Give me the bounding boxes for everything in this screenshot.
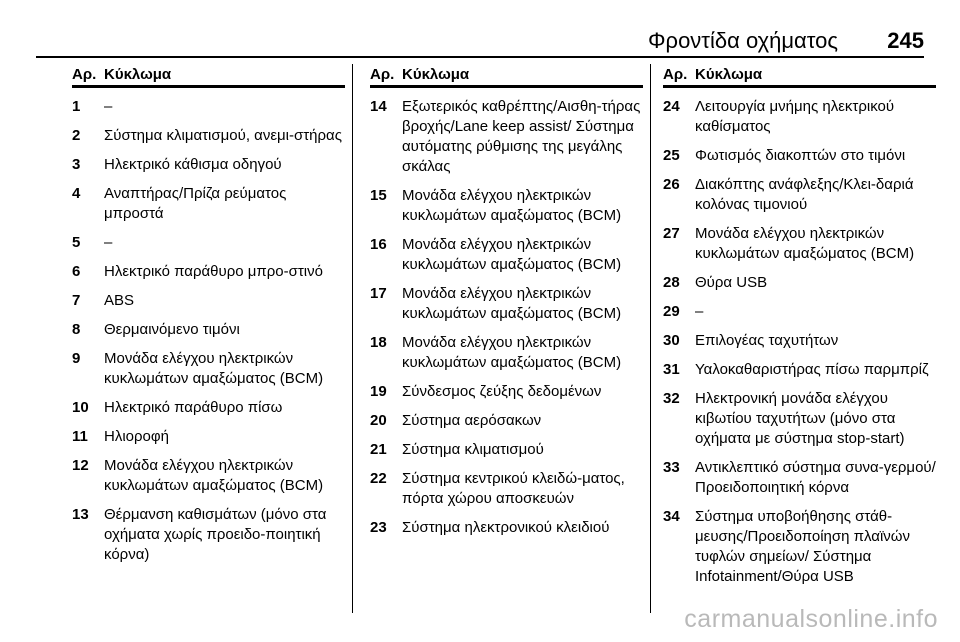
fuse-number: 20 <box>370 412 387 429</box>
fuse-number: 9 <box>72 350 81 367</box>
circuit-description: Θύρα USB <box>695 274 768 291</box>
table-row <box>370 97 643 177</box>
fuse-number: 22 <box>370 470 387 487</box>
fuse-number: 25 <box>663 147 680 164</box>
fuse-number: 2 <box>72 127 81 144</box>
table-row <box>370 518 643 538</box>
circuit-description: Σύστημα κλιματισμού <box>402 441 544 458</box>
fuse-number: 7 <box>72 292 81 309</box>
table-row <box>72 456 345 496</box>
circuit-description: Αντικλεπτικό σύστημα συνα-γερμού/Προειδοποιητική κόρνα <box>695 459 936 496</box>
table-row <box>663 224 936 264</box>
table-row <box>72 398 345 418</box>
table-row <box>663 146 936 166</box>
fuse-number: 10 <box>72 399 89 416</box>
fuse-number: 29 <box>663 303 680 320</box>
circuit-description: – <box>104 98 113 115</box>
circuit-description: Μονάδα ελέγχου ηλεκτρικών κυκλωμάτων αμαξώματος (BCM) <box>104 457 324 494</box>
fuse-table-column-1 <box>72 64 345 565</box>
fuse-number: 16 <box>370 236 387 253</box>
circuit-description: Ηλεκτρικό παράθυρο πίσω <box>104 399 283 416</box>
table-row <box>370 333 643 373</box>
fuse-number: 31 <box>663 361 680 378</box>
table-row <box>370 469 643 509</box>
watermark: carmanualsonline.info <box>684 605 938 633</box>
table-row <box>663 302 936 322</box>
circuit-description: Σύστημα κλιματισμού, ανεμι-στήρας <box>104 127 342 144</box>
circuit-description: Σύνδεσμος ζεύξης δεδομένων <box>402 383 602 400</box>
column-divider-1 <box>352 64 353 613</box>
circuit-description: Υαλοκαθαριστήρας πίσω παρμπρίζ <box>695 361 929 378</box>
header-number: Αρ. <box>72 66 97 83</box>
fuse-number: 5 <box>72 234 81 251</box>
fuse-table-column-2 <box>370 64 643 538</box>
circuit-description: Ηλεκτρονική μονάδα ελέγχου κιβωτίου ταχυτήτων (μόνο στα οχήματα με σύστημα stop-start) <box>695 390 905 447</box>
fuse-number: 17 <box>370 285 387 302</box>
circuit-description: Μονάδα ελέγχου ηλεκτρικών κυκλωμάτων αμαξώματος (BCM) <box>402 236 622 273</box>
circuit-description: Αναπτήρας/Πρίζα ρεύματος μπροστά <box>104 185 287 222</box>
fuse-number: 34 <box>663 508 680 525</box>
circuit-description: Ηλεκτρικό παράθυρο μπρο-στινό <box>104 263 323 280</box>
table-row <box>663 273 936 293</box>
table-header <box>72 64 345 88</box>
circuit-description: Μονάδα ελέγχου ηλεκτρικών κυκλωμάτων αμαξώματος (BCM) <box>402 285 622 322</box>
header-number: Αρ. <box>663 66 688 83</box>
fuse-table-column-3 <box>663 64 936 587</box>
table-row <box>72 427 345 447</box>
fuse-number: 30 <box>663 332 680 349</box>
table-row <box>663 389 936 449</box>
circuit-description: Μονάδα ελέγχου ηλεκτρικών κυκλωμάτων αμαξώματος (BCM) <box>104 350 324 387</box>
header-number: Αρ. <box>370 66 395 83</box>
fuse-number: 12 <box>72 457 89 474</box>
circuit-description: Σύστημα ηλεκτρονικού κλειδιού <box>402 519 610 536</box>
fuse-number: 4 <box>72 185 81 202</box>
table-row <box>370 411 643 431</box>
fuse-number: 21 <box>370 441 387 458</box>
table-row <box>72 233 345 253</box>
fuse-number: 28 <box>663 274 680 291</box>
fuse-number: 8 <box>72 321 81 338</box>
table-row <box>370 186 643 226</box>
table-row <box>72 505 345 565</box>
fuse-number: 33 <box>663 459 680 476</box>
table-row <box>72 126 345 146</box>
table-row <box>663 175 936 215</box>
table-row <box>370 235 643 275</box>
table-row <box>370 284 643 324</box>
header-circuit: Κύκλωμα <box>695 66 763 83</box>
page-title: Φροντίδα οχήματος <box>648 28 838 53</box>
header-circuit: Κύκλωμα <box>104 66 172 83</box>
table-header <box>663 64 936 88</box>
circuit-description: Σύστημα υποβοήθησης στάθ-μευσης/Προειδοποίηση πλαϊνών τυφλών σημείων/ Σύστημα Infotainment/Θύρα USB <box>695 508 910 585</box>
table-row <box>72 97 345 117</box>
fuse-number: 24 <box>663 98 680 115</box>
table-row <box>370 440 643 460</box>
circuit-description: – <box>104 234 113 251</box>
table-row <box>663 507 936 587</box>
fuse-number: 3 <box>72 156 81 173</box>
fuse-number: 26 <box>663 176 680 193</box>
circuit-description: Εξωτερικός καθρέπτης/Αισθη-τήρας βροχής/Lane keep assist/ Σύστημα αυτόματης ρύθμισης της μεγάλης σκάλας <box>402 98 641 175</box>
circuit-description: Μονάδα ελέγχου ηλεκτρικών κυκλωμάτων αμαξώματος (BCM) <box>402 187 622 224</box>
circuit-description: Επιλογέας ταχυτήτων <box>695 332 839 349</box>
page-number: 245 <box>887 28 924 53</box>
circuit-description: Θερμαινόμενο τιμόνι <box>104 321 240 338</box>
table-row <box>663 458 936 498</box>
table-row <box>72 155 345 175</box>
fuse-number: 18 <box>370 334 387 351</box>
table-row <box>663 360 936 380</box>
table-row <box>72 349 345 389</box>
fuse-number: 32 <box>663 390 680 407</box>
circuit-description: Ηλεκτρικό κάθισμα οδηγού <box>104 156 282 173</box>
table-row <box>72 291 345 311</box>
fuse-number: 1 <box>72 98 81 115</box>
table-row <box>663 97 936 137</box>
circuit-description: Θέρμανση καθισμάτων (μόνο στα οχήματα χωρίς προειδο-ποιητική κόρνα) <box>104 506 327 563</box>
table-header <box>370 64 643 88</box>
circuit-description: Σύστημα αερόσακων <box>402 412 542 429</box>
circuit-description: ABS <box>104 292 135 309</box>
table-row <box>72 262 345 282</box>
fuse-number: 6 <box>72 263 81 280</box>
table-row <box>72 320 345 340</box>
table-row <box>370 382 643 402</box>
fuse-number: 19 <box>370 383 387 400</box>
fuse-number: 27 <box>663 225 680 242</box>
circuit-description: Φωτισμός διακοπτών στο τιμόνι <box>695 147 906 164</box>
circuit-description: Σύστημα κεντρικού κλειδώ-ματος, πόρτα χώρου αποσκευών <box>402 470 625 507</box>
header-circuit: Κύκλωμα <box>402 66 470 83</box>
column-divider-2 <box>650 64 651 613</box>
circuit-description: Διακόπτης ανάφλεξης/Κλει-δαριά κολόνας τιμονιού <box>695 176 914 213</box>
circuit-description: – <box>695 303 704 320</box>
table-row <box>72 184 345 224</box>
page-header <box>36 26 924 56</box>
header-divider <box>36 56 924 58</box>
circuit-description: Ηλιοροφή <box>104 428 169 445</box>
fuse-number: 11 <box>72 428 88 445</box>
fuse-number: 13 <box>72 506 89 523</box>
circuit-description: Μονάδα ελέγχου ηλεκτρικών κυκλωμάτων αμαξώματος (BCM) <box>402 334 622 371</box>
circuit-description: Λειτουργία μνήμης ηλεκτρικού καθίσματος <box>695 98 895 135</box>
circuit-description: Μονάδα ελέγχου ηλεκτρικών κυκλωμάτων αμαξώματος (BCM) <box>695 225 915 262</box>
fuse-number: 14 <box>370 98 387 115</box>
table-row <box>663 331 936 351</box>
fuse-number: 15 <box>370 187 387 204</box>
fuse-number: 23 <box>370 519 387 536</box>
